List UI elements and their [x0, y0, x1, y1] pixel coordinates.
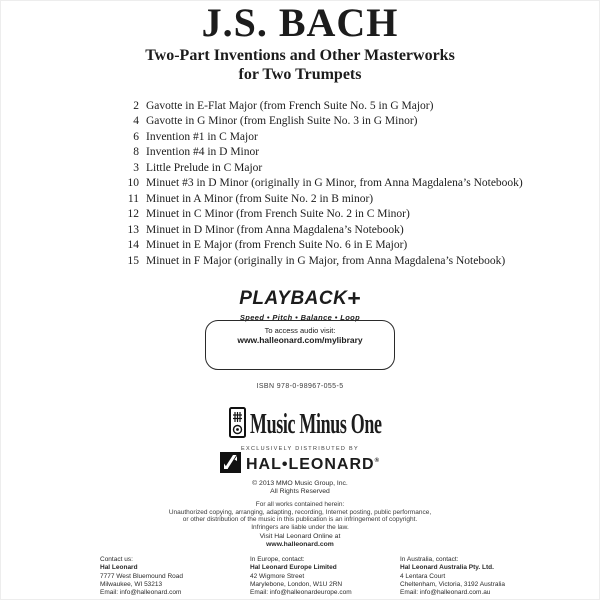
- contact-email: Email: info@halleonard.com.au: [400, 589, 491, 597]
- registered-trademark-symbol: ®: [374, 458, 380, 464]
- contact-name: Hal Leonard Australia Pty. Ltd.: [400, 564, 494, 572]
- track-row: [101, 238, 523, 253]
- track-title: Minuet #3 in D Minor (originally in G Minor, from Anna Magdalena’s Notebook): [146, 177, 523, 190]
- track-number: 2: [133, 100, 139, 112]
- music-minus-one-wordmark: Music Minus One: [249, 409, 382, 440]
- contact-address-1: 7777 West Bluemound Road: [100, 572, 183, 580]
- track-title: Minuet in F Major (originally in G Major, from Anna Magdalena’s Notebook): [146, 254, 506, 267]
- music-minus-one-logo: [0, 407, 600, 443]
- copyright-notice: [0, 480, 600, 497]
- track-row: [101, 207, 523, 222]
- contact-email: Email: info@halleonard.com: [100, 589, 182, 597]
- track-number: 10: [127, 177, 139, 190]
- hal-leonard-url: www.halleonard.com: [266, 541, 334, 549]
- contact-intro: In Australia, contact:: [400, 556, 459, 563]
- track-number: 14: [127, 239, 139, 252]
- playback-plus-logo: [0, 285, 600, 322]
- track-number: 3: [133, 161, 139, 174]
- track-row: [101, 223, 523, 238]
- contact-address-2: Milwaukee, WI 53213: [100, 580, 163, 588]
- contact-footer: [0, 556, 600, 600]
- legal-notice: [0, 501, 600, 531]
- track-row: [101, 130, 523, 145]
- subtitle-line-1: Two-Part Inventions and Other Masterworks: [145, 47, 455, 64]
- contact-column-europe: [250, 556, 400, 597]
- distribution-label: EXCLUSIVELY DISTRIBUTED BY: [241, 446, 359, 452]
- playback-tagline: Speed • Pitch • Balance • Loop: [239, 313, 361, 322]
- visit-online-block: [0, 533, 600, 549]
- contact-address-2: Cheltenham, Victoria, 3192 Australia: [400, 580, 506, 588]
- track-title: Invention #1 in C Major: [146, 130, 258, 143]
- contact-email: Email: info@halleonardeurope.com: [250, 589, 352, 597]
- contact-address-1: 42 Wigmore Street: [250, 572, 305, 580]
- legal-line-1: For all works contained herein:: [255, 501, 345, 508]
- track-title: Minuet in C Minor (from French Suite No. 2 in C Minor): [146, 208, 410, 221]
- isbn-number: ISBN 978-0-98967-055-5: [256, 383, 344, 390]
- contact-column-us: [100, 556, 250, 597]
- copyright-line-2: All Rights Reserved: [270, 488, 330, 496]
- track-title: Minuet in D Minor (from Anna Magdalena’s Notebook): [146, 223, 404, 236]
- track-number: 13: [127, 223, 139, 236]
- contact-name: Hal Leonard: [100, 564, 138, 572]
- track-title: Minuet in E Major (from French Suite No. 6 in E Major): [146, 239, 408, 252]
- track-number: 6: [133, 130, 139, 143]
- track-row: [101, 161, 523, 176]
- hal-leonard-wordmark: HAL•LEONARD®: [245, 456, 380, 473]
- track-row: [101, 99, 523, 114]
- contact-address-1: 4 Lentara Court: [400, 572, 446, 580]
- track-row: [101, 145, 523, 160]
- track-number: 4: [133, 115, 139, 128]
- visit-line: Visit Hal Leonard Online at: [259, 533, 341, 540]
- contact-column-australia: [400, 556, 550, 597]
- track-row: [101, 192, 523, 207]
- audio-access-instruction: To access audio visit:: [264, 326, 336, 335]
- plus-icon: +: [347, 285, 361, 311]
- contact-intro: Contact us:: [100, 556, 133, 563]
- hal-leonard-logo: [0, 452, 600, 478]
- contact-name: Hal Leonard Europe Limited: [250, 564, 337, 572]
- track-row: [101, 176, 523, 191]
- page-title: J.S. BACH: [201, 0, 399, 45]
- track-number: 8: [133, 146, 139, 159]
- legal-line-4: Infringers are liable under the law.: [251, 523, 349, 531]
- track-number: 12: [127, 208, 139, 221]
- track-number: 15: [127, 254, 139, 267]
- legal-line-3: or other distribution of the music in this publication is an infringement of copyright.: [182, 516, 418, 524]
- contact-intro: In Europe, contact:: [250, 556, 305, 563]
- subtitle: [0, 46, 600, 84]
- copyright-line-1: © 2013 MMO Music Group, Inc.: [252, 480, 348, 487]
- contact-address-2: Marylebone, London, W1U 2RN: [250, 580, 343, 588]
- track-title: Minuet in A Minor (from Suite No. 2 in B minor): [146, 192, 374, 205]
- hal-leonard-monogram-icon: [220, 452, 241, 478]
- track-title: Gavotte in E-Flat Major (from French Suite No. 5 in G Major): [146, 100, 434, 112]
- track-list: [101, 99, 523, 269]
- legal-line-2: Unauthorized copying, arranging, adapting, recording, Internet posting, public performance,: [168, 508, 432, 516]
- audio-access-code-box: [205, 320, 395, 370]
- track-title: Invention #4 in D Minor: [146, 146, 260, 159]
- track-number: 11: [127, 192, 139, 205]
- playback-wordmark: PLAYBACK: [239, 288, 348, 309]
- track-row: [101, 114, 523, 129]
- audio-access-url: www.halleonard.com/mylibrary: [237, 335, 363, 345]
- subtitle-line-2: for Two Trumpets: [238, 66, 362, 83]
- track-row: [101, 254, 523, 269]
- music-minus-one-emblem-icon: [229, 407, 246, 443]
- track-title: Gavotte in G Minor (from English Suite No. 3 in G Minor): [146, 115, 418, 128]
- track-title: Little Prelude in C Major: [146, 161, 263, 174]
